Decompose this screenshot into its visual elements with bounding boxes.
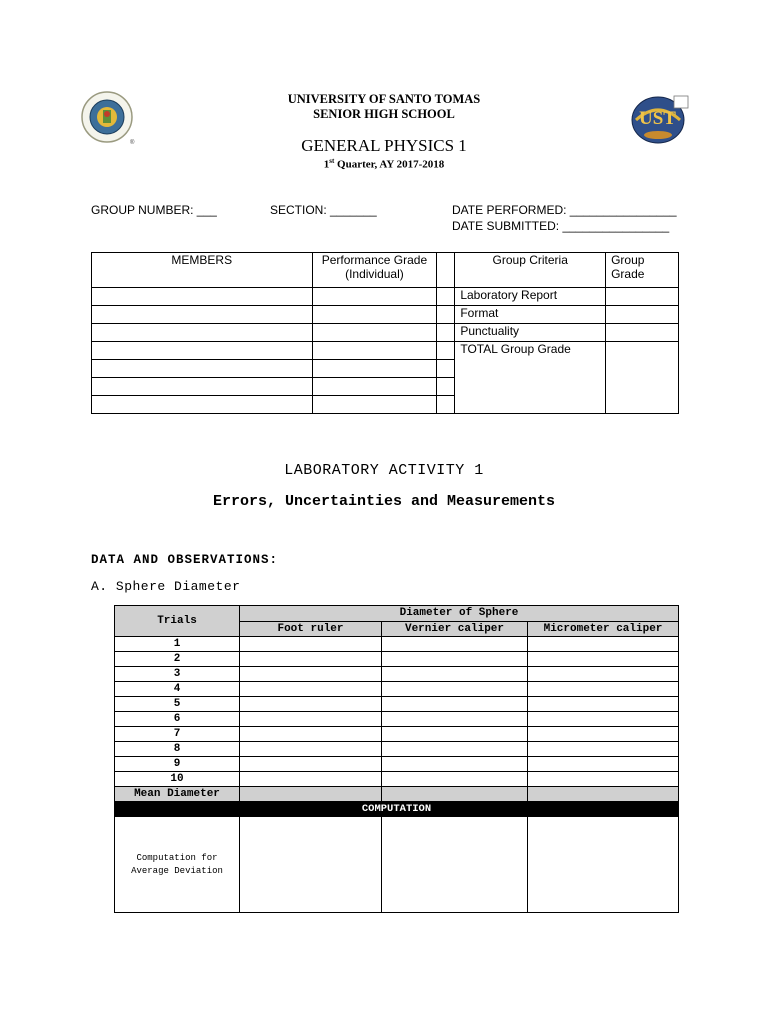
criteria-format: Format <box>455 306 606 324</box>
trial-row <box>115 697 679 712</box>
mean-micrometer-caliper-cell[interactable] <box>528 787 679 802</box>
mean-vernier-caliper-cell[interactable] <box>382 787 528 802</box>
criteria-grade-cell[interactable] <box>606 306 679 324</box>
mean-diameter-label: Mean Diameter <box>115 787 240 802</box>
micrometer-caliper-cell[interactable] <box>528 742 679 757</box>
trial-number: 5 <box>115 697 240 712</box>
vernier-caliper-cell[interactable] <box>382 742 528 757</box>
criteria-grade-cell[interactable] <box>606 288 679 306</box>
performance-grade-cell[interactable] <box>312 342 437 360</box>
foot-ruler-cell[interactable] <box>240 697 382 712</box>
trial-number: 4 <box>115 682 240 697</box>
performance-grade-cell[interactable] <box>312 288 437 306</box>
trial-number: 3 <box>115 667 240 682</box>
micrometer-caliper-cell[interactable] <box>528 637 679 652</box>
spacer-cell <box>437 288 455 306</box>
micrometer-caliper-cell[interactable] <box>528 712 679 727</box>
micrometer-caliper-cell[interactable] <box>528 682 679 697</box>
sphere-table-header <box>115 606 679 622</box>
member-name-cell[interactable] <box>92 396 313 414</box>
criteria-laboratory-report: Laboratory Report <box>455 288 606 306</box>
trial-number: 7 <box>115 727 240 742</box>
group-number-field[interactable]: GROUP NUMBER: ___ <box>91 203 217 217</box>
criteria-total-group-grade: TOTAL Group Grade <box>455 342 606 414</box>
trial-number: 2 <box>115 652 240 667</box>
data-observations-heading: DATA AND OBSERVATIONS: <box>91 553 279 567</box>
subject-title: GENERAL PHYSICS 1 <box>301 136 467 155</box>
foot-ruler-header: Foot ruler <box>240 621 382 637</box>
computation-vernier-caliper-cell[interactable] <box>382 817 528 913</box>
vernier-caliper-cell[interactable] <box>382 682 528 697</box>
vernier-caliper-cell[interactable] <box>382 667 528 682</box>
trial-row <box>115 682 679 697</box>
foot-ruler-cell[interactable] <box>240 712 382 727</box>
vernier-caliper-cell[interactable] <box>382 772 528 787</box>
date-submitted-field[interactable]: DATE SUBMITTED: ________________ <box>452 219 670 233</box>
trial-row <box>115 757 679 772</box>
mean-foot-ruler-cell[interactable] <box>240 787 382 802</box>
quarter-line: 1st Quarter, AY 2017-2018 <box>323 157 445 171</box>
performance-grade-cell[interactable] <box>312 378 437 396</box>
micrometer-caliper-header: Micrometer caliper <box>528 621 679 637</box>
vernier-caliper-cell[interactable] <box>382 637 528 652</box>
spacer-cell <box>437 342 455 360</box>
performance-grade-cell[interactable] <box>312 360 437 378</box>
date-performed-field[interactable]: DATE PERFORMED: ________________ <box>452 203 677 217</box>
performance-grade-cell[interactable] <box>312 396 437 414</box>
member-name-cell[interactable] <box>92 306 313 324</box>
member-row <box>92 306 679 324</box>
micrometer-caliper-cell[interactable] <box>528 652 679 667</box>
foot-ruler-cell[interactable] <box>240 727 382 742</box>
trial-number: 10 <box>115 772 240 787</box>
computation-micrometer-caliper-cell[interactable] <box>528 817 679 913</box>
activity-subtitle: Errors, Uncertainties and Measurements <box>212 493 556 510</box>
trial-row <box>115 712 679 727</box>
average-deviation-label: Computation for Average Deviation <box>115 817 240 913</box>
member-name-cell[interactable] <box>92 324 313 342</box>
members-grade-table <box>91 252 679 414</box>
trial-row <box>115 742 679 757</box>
micrometer-caliper-cell[interactable] <box>528 727 679 742</box>
foot-ruler-cell[interactable] <box>240 772 382 787</box>
sphere-diameter-heading: A. Sphere Diameter <box>91 579 241 594</box>
vernier-caliper-cell[interactable] <box>382 652 528 667</box>
vernier-caliper-cell[interactable] <box>382 727 528 742</box>
foot-ruler-cell[interactable] <box>240 667 382 682</box>
performance-grade-header: Performance Grade (Individual) <box>312 253 437 288</box>
trial-number: 6 <box>115 712 240 727</box>
member-name-cell[interactable] <box>92 360 313 378</box>
performance-grade-cell[interactable] <box>312 306 437 324</box>
vernier-caliper-cell[interactable] <box>382 697 528 712</box>
trial-row <box>115 727 679 742</box>
foot-ruler-cell[interactable] <box>240 742 382 757</box>
member-name-cell[interactable] <box>92 342 313 360</box>
trial-number: 9 <box>115 757 240 772</box>
vernier-caliper-cell[interactable] <box>382 757 528 772</box>
members-header: MEMBERS <box>92 253 313 288</box>
foot-ruler-cell[interactable] <box>240 682 382 697</box>
trial-row <box>115 652 679 667</box>
university-name: UNIVERSITY OF SANTO TOMAS <box>287 92 481 106</box>
computation-row <box>115 817 679 913</box>
member-name-cell[interactable] <box>92 288 313 306</box>
foot-ruler-cell[interactable] <box>240 757 382 772</box>
foot-ruler-cell[interactable] <box>240 652 382 667</box>
criteria-punctuality: Punctuality <box>455 324 606 342</box>
micrometer-caliper-cell[interactable] <box>528 667 679 682</box>
group-grade-header: Group Grade <box>606 253 679 288</box>
criteria-grade-cell[interactable] <box>606 324 679 342</box>
trial-number: 1 <box>115 637 240 652</box>
vernier-caliper-header: Vernier caliper <box>382 621 528 637</box>
performance-grade-cell[interactable] <box>312 324 437 342</box>
school-heading <box>0 92 768 122</box>
micrometer-caliper-cell[interactable] <box>528 772 679 787</box>
member-name-cell[interactable] <box>92 378 313 396</box>
computation-header-row <box>115 802 679 817</box>
foot-ruler-cell[interactable] <box>240 637 382 652</box>
activity-title: LABORATORY ACTIVITY 1 <box>284 462 484 479</box>
spacer-cell <box>437 360 455 378</box>
spacer-cell <box>437 396 455 414</box>
spacer-cell <box>437 378 455 396</box>
sphere-diameter-table <box>114 605 679 913</box>
spacer-cell <box>437 253 455 288</box>
section-field[interactable]: SECTION: _______ <box>270 203 377 217</box>
school-name: SENIOR HIGH SCHOOL <box>313 107 455 121</box>
members-table-header <box>92 253 679 288</box>
svg-text:®: ® <box>130 140 135 146</box>
trials-header: Trials <box>115 606 240 637</box>
member-row <box>92 342 679 360</box>
computation-header: COMPUTATION <box>115 802 679 817</box>
trial-row <box>115 667 679 682</box>
computation-foot-ruler-cell[interactable] <box>240 817 382 913</box>
spacer-cell <box>437 306 455 324</box>
micrometer-caliper-cell[interactable] <box>528 697 679 712</box>
group-criteria-header: Group Criteria <box>455 253 606 288</box>
total-grade-cell[interactable] <box>606 342 679 414</box>
mean-diameter-row <box>115 787 679 802</box>
svg-text:UST: UST <box>639 108 676 129</box>
diameter-of-sphere-header: Diameter of Sphere <box>240 606 679 622</box>
trial-row <box>115 637 679 652</box>
trial-row <box>115 772 679 787</box>
spacer-cell <box>437 324 455 342</box>
vernier-caliper-cell[interactable] <box>382 712 528 727</box>
member-row <box>92 288 679 306</box>
micrometer-caliper-cell[interactable] <box>528 757 679 772</box>
trial-number: 8 <box>115 742 240 757</box>
member-row <box>92 324 679 342</box>
